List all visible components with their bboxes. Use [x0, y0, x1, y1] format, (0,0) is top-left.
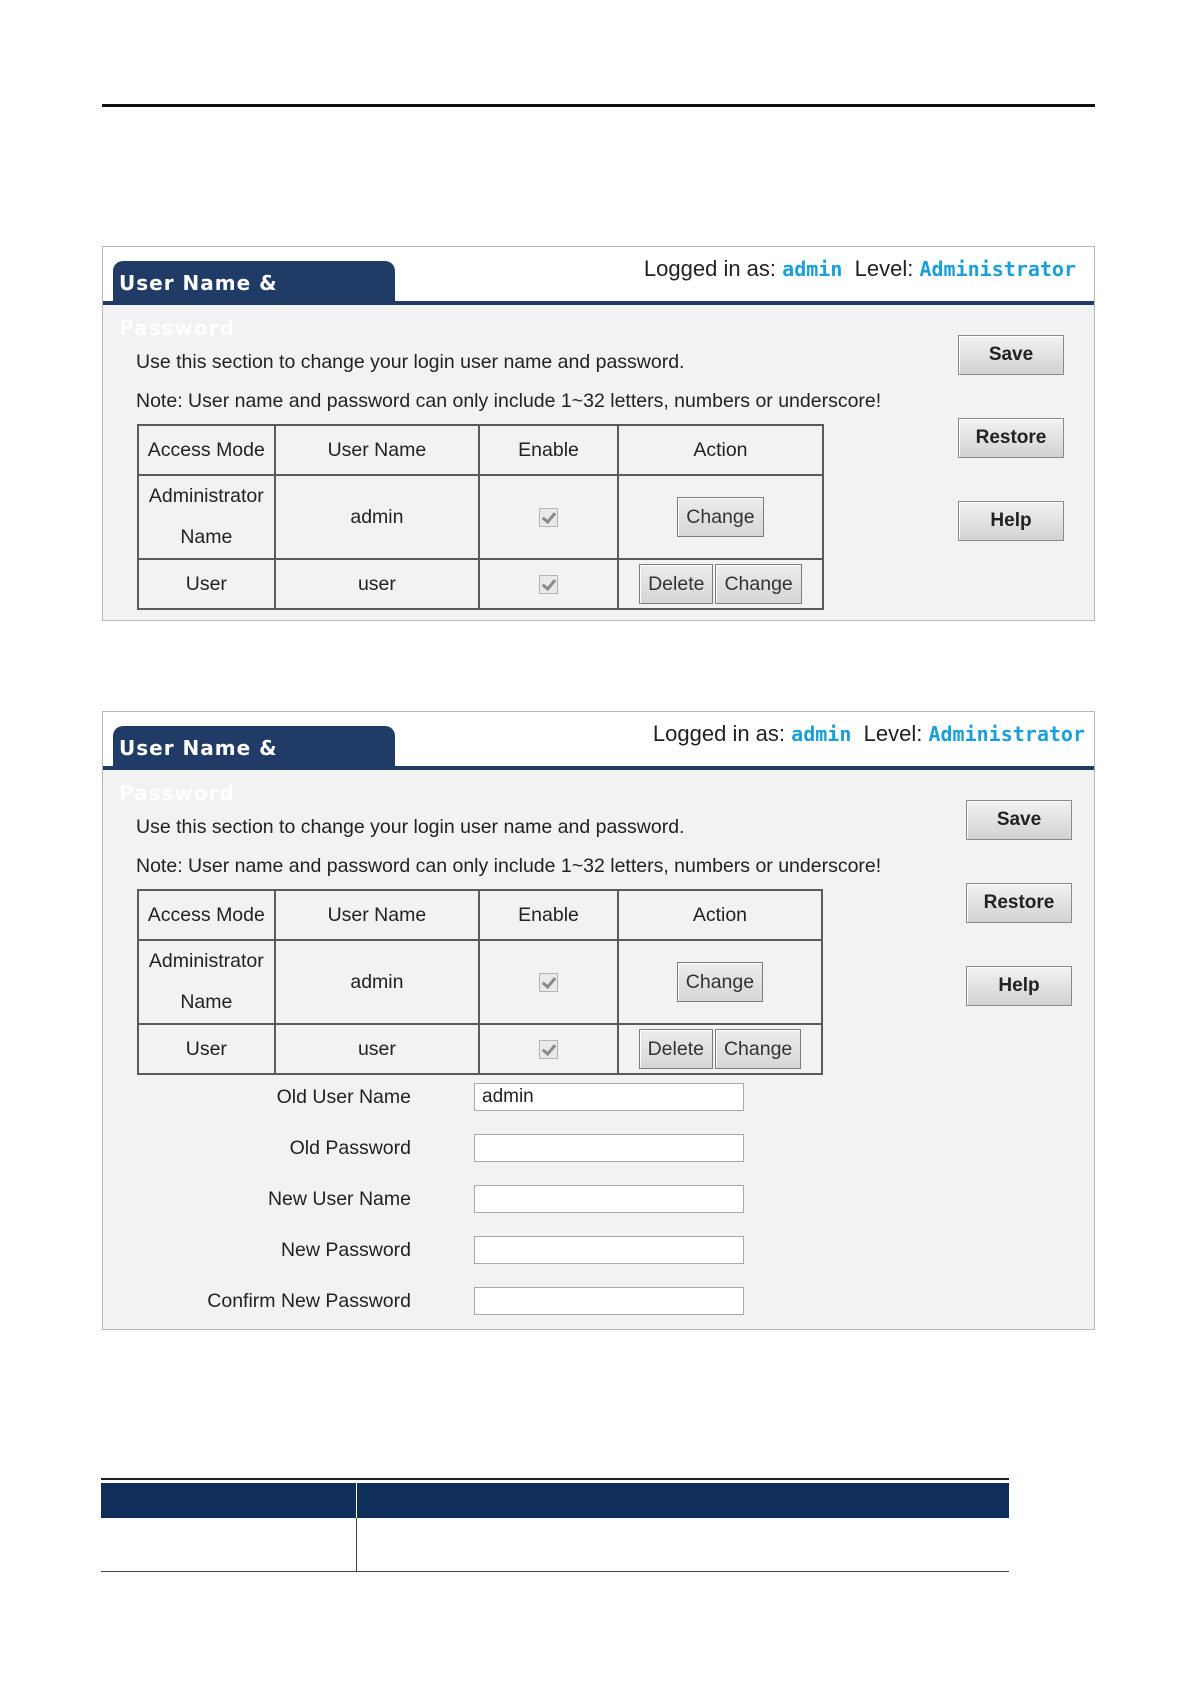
enable-checkbox[interactable] [539, 973, 558, 992]
access-mode-line1: Administrator [148, 485, 264, 507]
enable-cell [479, 1024, 618, 1074]
col-access-mode: Access Mode [138, 890, 275, 940]
page-top-rule [102, 104, 1095, 107]
action-cell [618, 475, 823, 559]
logged-in-user: admin [782, 257, 843, 281]
table-header-row [138, 890, 822, 940]
delete-button[interactable]: Delete [639, 564, 713, 604]
user-name-cell: admin [275, 940, 480, 1024]
table-row [138, 1024, 822, 1074]
col-action: Action [618, 890, 822, 940]
user-password-panel-view [102, 246, 1095, 621]
confirm-password-field[interactable] [474, 1287, 744, 1315]
confirm-password-row [103, 1287, 803, 1317]
col-access-mode: Access Mode [138, 425, 275, 475]
change-button[interactable]: Change [677, 962, 763, 1002]
user-table [137, 889, 823, 1075]
section-description: Use this section to change your login user name and password. [136, 351, 685, 373]
login-status [644, 256, 1076, 282]
header-rule [103, 766, 1094, 770]
user-name-cell: user [275, 1024, 480, 1074]
section-note: Note: User name and password can only include 1~32 letters, numbers or underscore! [136, 390, 882, 412]
access-mode-cell: User [138, 559, 275, 609]
level-value: Administrator [928, 722, 1085, 746]
user-name-cell: user [275, 559, 480, 609]
header-rule [103, 301, 1094, 305]
save-button[interactable]: Save [966, 800, 1072, 840]
restore-button[interactable]: Restore [958, 418, 1064, 458]
restore-button[interactable]: Restore [966, 883, 1072, 923]
enable-checkbox[interactable] [539, 575, 558, 594]
login-status [653, 721, 1085, 747]
enable-checkbox[interactable] [539, 508, 558, 527]
level-label: Level: [854, 256, 914, 281]
new-user-name-field[interactable] [474, 1185, 744, 1213]
col-enable: Enable [479, 890, 618, 940]
old-user-name-field[interactable] [474, 1083, 744, 1111]
table-header-row [138, 425, 823, 475]
col-action: Action [618, 425, 823, 475]
user-table [137, 424, 824, 610]
action-cell [618, 940, 822, 1024]
col-user-name: User Name [275, 425, 480, 475]
table-row [138, 940, 822, 1024]
level-value: Administrator [919, 257, 1076, 281]
section-description: Use this section to change your login user name and password. [136, 816, 685, 838]
enable-checkbox[interactable] [539, 1040, 558, 1059]
delete-button[interactable]: Delete [639, 1029, 713, 1069]
change-button[interactable]: Change [715, 1029, 801, 1069]
save-button[interactable]: Save [958, 335, 1064, 375]
enable-cell [479, 940, 618, 1024]
access-mode-cell: User [138, 1024, 275, 1074]
logged-in-label: Logged in as: [652, 721, 786, 746]
confirm-password-label: Confirm New Password [207, 1290, 411, 1312]
change-button[interactable]: Change [677, 497, 763, 537]
level-label: Level: [863, 721, 923, 746]
header-divider [356, 1483, 357, 1518]
user-password-panel-edit [102, 711, 1095, 1330]
new-password-label: New Password [280, 1239, 411, 1261]
old-password-field[interactable] [474, 1134, 744, 1162]
col-user-name: User Name [275, 890, 480, 940]
new-user-name-row [103, 1185, 803, 1215]
old-password-row [103, 1134, 803, 1164]
panel-header [103, 712, 1094, 805]
col-enable: Enable [479, 425, 618, 475]
enable-cell [479, 559, 618, 609]
access-mode-line2: Name [180, 991, 233, 1013]
logged-in-label: Logged in as: [643, 256, 777, 281]
table-top-rule [101, 1478, 1009, 1480]
section-note: Note: User name and password can only include 1~32 letters, numbers or underscore! [136, 855, 882, 877]
logged-in-user: admin [791, 722, 852, 746]
table-bottom-rule [101, 1571, 1009, 1572]
new-password-row [103, 1236, 803, 1266]
table-row [138, 475, 823, 559]
old-password-label: Old Password [289, 1137, 411, 1159]
panel-tab-title: User Name & Password [113, 261, 395, 304]
user-name-cell: admin [275, 475, 480, 559]
body-divider [356, 1518, 357, 1571]
action-cell [618, 559, 823, 609]
help-button[interactable]: Help [966, 966, 1072, 1006]
panel-header [103, 247, 1094, 340]
access-mode-cell [138, 940, 275, 1024]
access-mode-line2: Name [180, 526, 233, 548]
table-header-bar [101, 1483, 1009, 1518]
panel-tab-title: User Name & Password [113, 726, 395, 769]
old-user-name-label: Old User Name [276, 1086, 411, 1108]
table-row [138, 559, 823, 609]
old-user-name-row [103, 1083, 803, 1113]
help-button[interactable]: Help [958, 501, 1064, 541]
enable-cell [479, 475, 618, 559]
access-mode-cell [138, 475, 275, 559]
new-user-name-label: New User Name [267, 1188, 411, 1210]
action-cell [618, 1024, 822, 1074]
change-button[interactable]: Change [715, 564, 801, 604]
access-mode-line1: Administrator [148, 950, 264, 972]
new-password-field[interactable] [474, 1236, 744, 1264]
